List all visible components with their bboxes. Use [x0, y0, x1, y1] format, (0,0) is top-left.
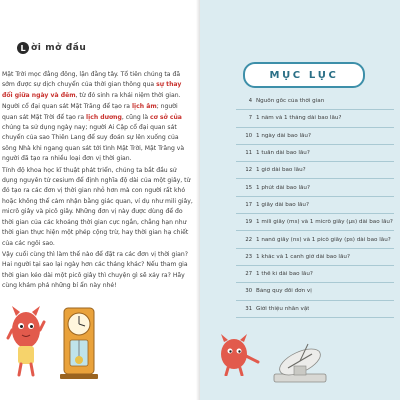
- text-run: chúng ta sử dụng ngày nay; người Ai Cập cổ đại quan sát chuyển của sao Thiên Lang để suy đoán sự lên xuống của sông Nhà khi ngang quan sát tới tình Mặt Trời, Mặt Trăng và người đã tạo ra nhiều loại đơn vị thời gian.: [2, 124, 185, 163]
- text-run: Tính độ khoa học kĩ thuật phát triển, chúng ta bắt đầu sử dụng nguyên tử cesium để định nghĩa độ dài của một giây, từ đó tạo ra các đơn vị thời gian nhỏ hơn mà con người rất khó hoặc không thể cảm nhận bằng giác quan, ví dụ như mili giây, micrô giây và picô giây. Những đơn vị này được dùng để đo thời gian của các khoảng thời gian cực ngắn, chẳng hạn như thời gian thực hiện một phép cộng trừ, hay thời gian hạ chiết của các ngôi sao.: [2, 166, 193, 247]
- highlighted-term: lịch dương: [86, 113, 122, 121]
- toc-page-number: 30: [245, 288, 252, 295]
- toc-row: [236, 179, 394, 196]
- toc-page-number: 19: [245, 219, 252, 226]
- toc-title: MỤC LỤC: [243, 62, 365, 88]
- toc-entry-label: 1 tuần dài bao lâu?: [256, 150, 310, 157]
- text-run: Mặt Trời mọc đằng đông, lặn đằng tây. Tổ tiên chúng ta đã sớm được sự dịch chuyển của thời gian thông qua: [2, 71, 181, 89]
- toc-row: [236, 110, 394, 127]
- toc-entry-label: 1 mili giây (ms) và 1 micrô giây (μs) dài bao lâu?: [256, 219, 393, 226]
- toc-list: [236, 93, 394, 318]
- toc-page-number: 7: [248, 115, 252, 122]
- toc-page-number: 10: [245, 132, 252, 139]
- toc-entry-label: 1 giây dài bao lâu?: [256, 201, 309, 208]
- highlighted-term: cơ sở của: [150, 113, 182, 121]
- toc-entry-label: 1 thế kỉ dài bao lâu?: [256, 271, 313, 278]
- red-character-icon: [212, 332, 264, 376]
- toc-row: [236, 145, 394, 162]
- toc-page-number: 27: [245, 271, 252, 278]
- red-character-icon: [6, 300, 46, 378]
- text-run: Người cổ đại quan sát Mặt Trăng để tạo ra: [2, 103, 132, 111]
- toc-entry-label: 1 phút dài bao lâu?: [256, 184, 310, 191]
- highlighted-term: lịch âm: [131, 103, 157, 111]
- toc-entry-label: Bảng quy đổi đơn vị: [256, 288, 312, 295]
- text-run: , cũng là: [121, 113, 150, 121]
- toc-entry-label: 1 năm và 1 tháng dài bao lâu?: [256, 115, 342, 122]
- toc-row: [236, 128, 394, 145]
- toc-entry-label: 1 nanô giây (ns) và 1 picô giây (ps) dài bao lâu?: [256, 236, 391, 243]
- text-run: Vậy cuối cùng thì làm thế nào để đặt ra các đơn vị thời gian? Hai người tại sao lại ngày hơn các tháng khác? Nếu tham gia thời gian kéo dài một picô giây thì chuyện gì sẽ xảy ra? Hãy cùng khám phá những bí ẩn này nhé!: [2, 250, 188, 290]
- toc-page-number: 17: [245, 201, 252, 208]
- toc-page-number: 4: [248, 98, 252, 105]
- intro-paragraph: [2, 250, 194, 292]
- toc-row: [236, 266, 394, 283]
- toc-page-number: 15: [245, 184, 252, 191]
- heading-text: ời mở đầu: [31, 43, 87, 53]
- toc-row: [236, 197, 394, 214]
- toc-page-number: 31: [245, 305, 252, 312]
- text-run: ; người quan sát Mặt Trời để tạo ra: [2, 103, 178, 121]
- toc-page-number: 22: [245, 236, 252, 243]
- toc-row: [236, 301, 394, 318]
- toc-entry-label: Giới thiệu nhân vật: [256, 305, 310, 312]
- toc-row: [236, 93, 394, 110]
- toc-entry-label: Nguồn gốc của thời gian: [256, 98, 325, 105]
- intro-text: [2, 70, 194, 293]
- heading-initial-badge: L: [17, 42, 29, 54]
- text-run: , từ đó sinh ra khái niệm thời gian.: [75, 91, 181, 99]
- toc-entry-label: 1 ngày dài bao lâu?: [256, 132, 311, 139]
- pendulum-clock-icon: [58, 304, 100, 380]
- intro-paragraph: [2, 70, 194, 101]
- intro-paragraph: [2, 166, 194, 249]
- toc-row: [236, 214, 394, 231]
- highlighted-term: sự thay đổi giữa ngày và đêm: [2, 81, 182, 99]
- toc-row: [236, 231, 394, 248]
- toc-row: [236, 162, 394, 179]
- intro-paragraph: [2, 102, 194, 164]
- toc-page-number: 11: [245, 150, 252, 157]
- toc-row: [236, 249, 394, 266]
- sundial-icon: [268, 336, 332, 384]
- toc-row: [236, 283, 394, 300]
- toc-page-number: 23: [245, 253, 252, 260]
- intro-heading: [17, 42, 86, 54]
- toc-entry-label: 1 giờ dài bao lâu?: [256, 167, 306, 174]
- toc-page-number: 12: [245, 167, 252, 174]
- toc-entry-label: 1 khắc và 1 canh giờ dài bao lâu?: [256, 253, 350, 260]
